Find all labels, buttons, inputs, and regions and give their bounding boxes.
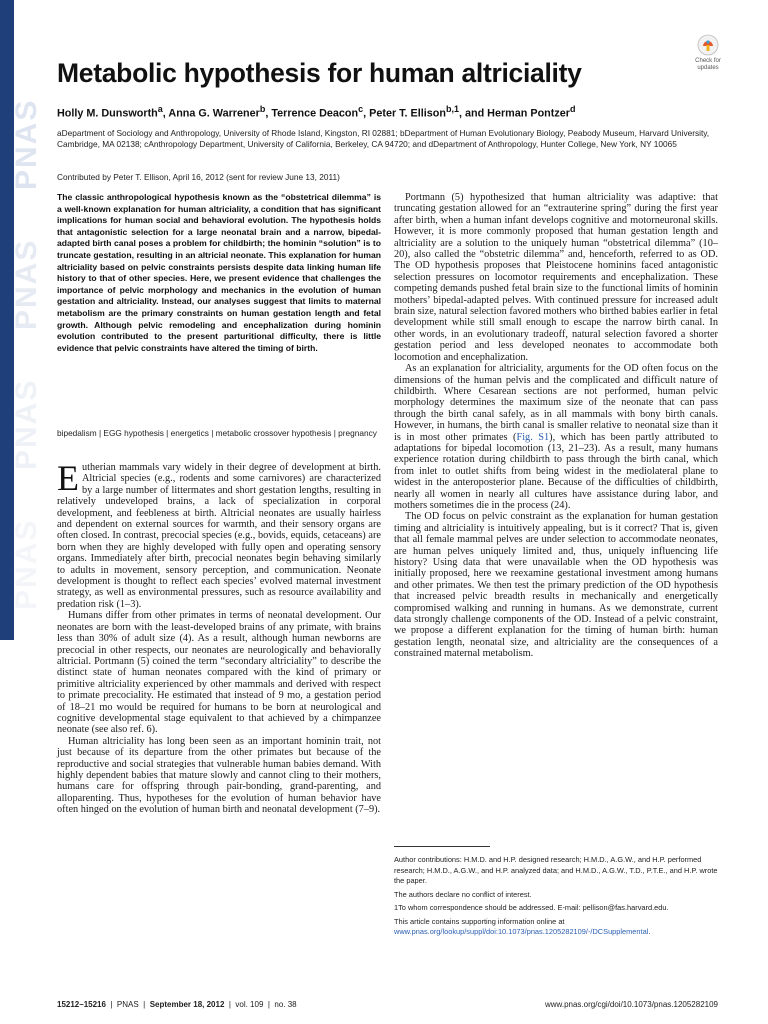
supplemental-suffix: . bbox=[648, 927, 651, 936]
footer-citation: 15212–15216 | PNAS | September 18, 2012 | vol. 109 | no. 38 bbox=[57, 1000, 297, 1009]
article-title: Metabolic hypothesis for human altriciality bbox=[57, 58, 582, 88]
body-paragraph bbox=[57, 458, 381, 610]
body-paragraph bbox=[394, 363, 718, 511]
check-for-updates-badge[interactable] bbox=[686, 34, 730, 71]
check-updates-icon bbox=[697, 34, 719, 56]
body-paragraph: Human altriciality has long been seen as an important hominin trait, not just because of its departure from the other primates but because of the reproductive and social strategies that vulnerable human babies demand. With highly dependent babies that mature slowly and cannot cling to their mothers, humans care for offspring through pair-bonding, grand-parenting, and alloparenting. Thus, hypotheses for the evolution of human behavior have often hinged on the evolution of human birth and neonatal development (7–9). bbox=[57, 735, 381, 816]
paragraph-text: As an explanation for altriciality, arguments for the OD often focus on the dimensions of the human pelvis and the complicated and difficult nature of childbirth. Where Cesarean sections are not performed, human pelvic morphology determines the maximum size of the neonate that can pass through the birth canal safely, as in all mammals with bony birth canals. However, in humans, the birth canal is smaller relative to neonatal size than it is in most other primates ( bbox=[394, 363, 718, 443]
paragraph-text: ), which has been partly attributed to adaptations for bipedal locomotion (13, 21–23). As a result, many humans experience rotation during childbirth to pass through the birth canal, which from inlet to outlet shifts from being widest in the mediolateral plane to widest in the anteroposterior plane. Because of the difficulties of childbirth, nearly all women in nearly all cultures have assistance during labor, and mothers sometimes die in the process (24). bbox=[394, 431, 719, 511]
abstract: The classic anthropological hypothesis known as the “obstetrical dilemma” is a well-known explanation for human altriciality, a condition that has significant implications for human social and behavioral evolution. The hypothesis holds that antagonistic selection for a large neonatal brain and a narrow, bipedal-adapted birth canal poses a problem for childbirth; the hominin “solution” is to truncate gestation, resulting in an altricial neonate. This explanation for human altriciality based on pelvic constraints persists despite data linking human life history to that of other species. Here, we present evidence that challenges the importance of pelvic morphology and mechanics in the evolution of human gestation and altriciality. Instead, our analyses suggest that limits to maternal metabolism are the primary constraints on human gestation length and fetal growth. Although pelvic remodeling and encephalization during hominin evolution contributed to the present parturitional difficulty, there is little evidence that pelvic constraints have altered the timing of birth. bbox=[57, 192, 381, 353]
supplemental-prefix: This article contains supporting information online at bbox=[394, 916, 565, 926]
issue-date: September 18, 2012 bbox=[149, 1000, 225, 1009]
author-name: Terrence Deacon bbox=[271, 107, 359, 120]
author-affil-mark: d bbox=[569, 104, 576, 114]
issue-number: no. 38 bbox=[274, 1000, 297, 1009]
check-updates-line2: updates bbox=[697, 64, 719, 71]
author-affil-mark: b,1 bbox=[445, 104, 459, 114]
author-affil-mark: a bbox=[157, 104, 163, 114]
check-updates-line1: Check for bbox=[695, 58, 721, 64]
paragraph-text: utherian mammals vary widely in their degree of development at birth. Altricial species (e.g., rodents and some carnivores) are characterized by a large number of littermates and short gestation lengths, resulting in relatively undeveloped brains, a lack of specialization in corporal development, and feebleness at birth. Altricial neonates are usually hairless and dependent on external sources for warmth, and their sensory organs are often closed. In contrast, precocial species (e.g., bovids, equids, cetaceans) are born when they are highly developed with fully open and operating sensory organs. Immediately after birth, precocial neonates begin behaving similarly to adults in movement, sensory perception, and communication. Neonate development is thought to reflect each species’ evolved maternal investment strategy, as well as environmental pressures, such as resource availability and predation risk (1–3). bbox=[57, 462, 381, 610]
author-affil-mark: b bbox=[259, 104, 266, 114]
body-paragraph: The OD focus on pelvic constraint as the explanation for human gestation timing and altriciality is intuitively appealing, but is it correct? That is, given that all female mammal pelves are under selection to accommodate neonates, are human pelves uniquely limited and, thus, uniquely influencing life history? Using data that were unavailable when the OD hypothesis was initially proposed, here we reexamine gestational investment among humans and other primates. We then test the primary prediction of the OD hypothesis that increased pelvic breadth results in mechanically and energetically compromised walking and running in humans. As we demonstrate, current data strongly challenge components of the OD. Instead of a pelvic constraint, we propose a different explanation for the timing of human birth: human gestation length, neonatal size, and altriciality are the consequences of a constrained maternal metabolism. bbox=[394, 511, 718, 660]
body-paragraph: Humans differ from other primates in terms of neonatal development. Our neonates are born with the least-developed brains of any primate, with brains less than 30% of adult size (4). As a result, although human newborns are precocial in other respects, our neonates are neurologically and behaviorally altricial. Portmann (5) coined the term “secondary altriciality” to describe the distinct state of human neonates compared with the kind of primary or primitive altriciality experienced by other mammals and derived with respect to primate precociality. He estimated that instead of 9 mo, a gestation period of 18–21 mo would be required for humans to be born at neurological and cognitive developmental stage equivalent to that achieved by a chimpanzee neonate (see also ref. 6). bbox=[57, 610, 381, 736]
author-list: Holly M. Dunsworth$^a$, Anna G. Warrener$^b$, Terrence Deacon$^c$, Peter T. Ellison$^{b,1}$, and Herman Pontzer$^d$ bbox=[57, 104, 576, 120]
sidebar-logo-text: PNAS bbox=[10, 518, 43, 610]
body-paragraph: Portmann (5) hypothesized that human altriciality was adaptive: that truncating gestation allowed for an “extrauterine spring” during the first year after birth, when a human infant develops cognitive and motorneuronal skills. However, it is more commonly proposed that human gestation length and altriciality are a solution to the uniquely human “obstetrical dilemma” (10–20), also called the “obstetric dilemma” and, henceforth, referred to as OD. The OD hypothesis proposes that Pleistocene hominins faced antagonistic selection pressures on locomotor requirements and encephalization. These competing demands pushed fetal brain size to the functional limits of hominin mothers’ bipedal-adapted pelves. With continued pressure for increased adult brain size, natural selection favored mothers who birthed babies earlier in fetal development while still small enough to escape the narrow birth canal. In other words, in an evolutionary tradeoff, natural selection favored a shorter gestation period and less developed neonates to accommodate both locomotion and encephalization. bbox=[394, 192, 718, 363]
drop-cap: E bbox=[57, 458, 79, 498]
doi-url[interactable]: www.pnas.org/cgi/doi/10.1073/pnas.1205282109 bbox=[544, 1000, 718, 1009]
conflict-statement: The authors declare no conflict of interest. bbox=[394, 889, 532, 899]
sidebar-logo-text: PNAS bbox=[10, 98, 43, 190]
volume: vol. 109 bbox=[235, 1000, 264, 1009]
journal-name: PNAS bbox=[116, 1000, 139, 1009]
supplemental-link[interactable]: www.pnas.org/lookup/suppl/doi:10.1073/pnas.1205282109/-/DCSupplemental bbox=[394, 927, 649, 936]
author-name: Anna G. Warrener bbox=[168, 107, 260, 120]
author-name: Herman Pontzer bbox=[487, 107, 570, 120]
sidebar-logo-text: PNAS bbox=[10, 238, 43, 330]
sidebar-logo-text: PNAS bbox=[10, 378, 43, 470]
footnote-divider bbox=[394, 846, 490, 847]
affiliations: aDepartment of Sociology and Anthropology, University of Rhode Island, Kingston, RI 02881; bDepartment of Human Evolutionary Biology, Peabody Museum, Harvard University, Cambridge, MA 02138; cAnthropology Department, University of California, Berkeley, CA 94720; and dDepartment of Anthropology, Hunter College, New York, NY 10065 bbox=[57, 128, 710, 149]
author-affil-mark: c bbox=[358, 104, 364, 114]
figure-s1-link[interactable]: Fig. S1 bbox=[516, 431, 550, 443]
supplemental-note bbox=[394, 917, 724, 938]
contributed-line: Contributed by Peter T. Ellison, April 16, 2012 (sent for review June 13, 2011) bbox=[57, 172, 340, 182]
footnotes bbox=[394, 846, 724, 941]
author-name: Peter T. Ellison bbox=[369, 107, 446, 120]
page-range: 15212–15216 bbox=[57, 1000, 106, 1009]
body-column-left bbox=[57, 458, 381, 816]
pnas-sidebar-logo bbox=[0, 0, 43, 640]
author-contributions: Author contributions: H.M.D. and H.P. designed research; H.M.D., A.G.W., and H.P. performed research; H.M.D., A.G.W., and H.P. analyzed data; and H.M.D., A.G.W., T.D., P.T.E., and H.P. wrote the paper. bbox=[394, 855, 718, 885]
author-name: Holly M. Dunsworth bbox=[57, 107, 158, 120]
keywords: bipedalism | EGG hypothesis | energetics | metabolic crossover hypothesis | pregnancy bbox=[57, 428, 377, 438]
body-column-right bbox=[394, 192, 718, 660]
correspondence: 1To whom correspondence should be addressed. E-mail: pellison@fas.harvard.edu. bbox=[394, 903, 669, 912]
